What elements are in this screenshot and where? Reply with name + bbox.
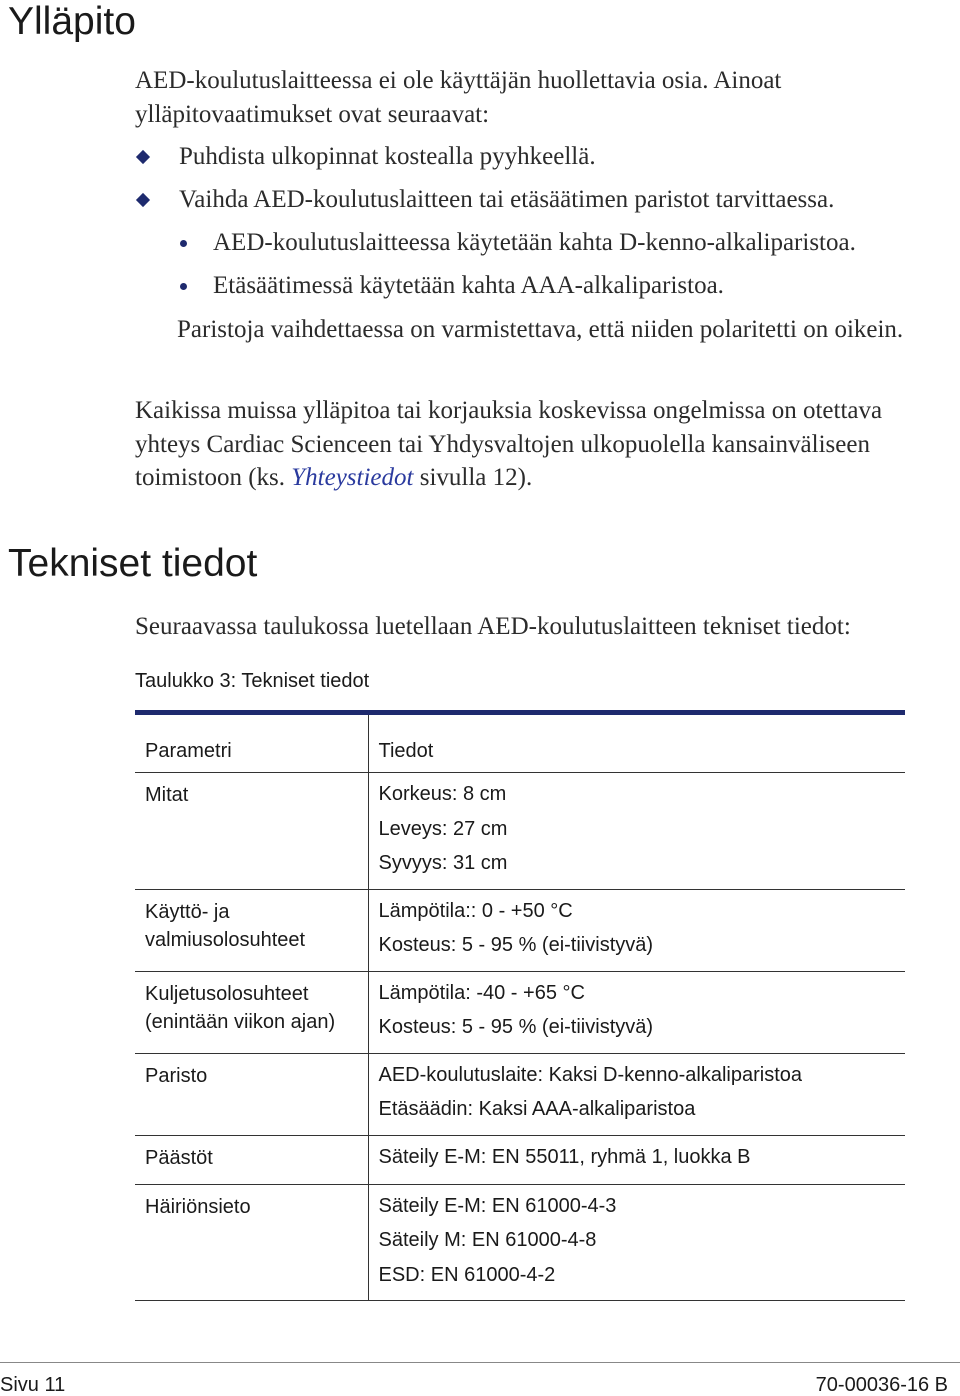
dot-bullet-icon [180,240,187,247]
section-title-specs: Tekniset tiedot [8,542,258,585]
details-text: Säteily E-M: EN 61000-4-3 [378,1194,617,1217]
parameter-text: (enintään viikon ajan) [145,1010,336,1033]
bullet-text: Puhdista ulkopinnat kostealla pyyhkeellä. [179,143,596,170]
parameter-cell [135,889,368,971]
diamond-bullet-icon [136,193,150,207]
details-text: Korkeus: 8 cm [378,783,507,805]
specs-table [135,710,905,1301]
sub-bullet-text: Etäsäätimessä käytetään kahta AAA-alkaliparistoa. [213,272,724,299]
sub-bullet-text: AED-koulutuslaitteessa käytetään kahta D-kenno-alkaliparistoa. [213,229,856,256]
table-row [135,1135,905,1184]
contact-link[interactable]: Yhteystiedot [291,464,414,491]
details-text: Kosteus: 5 - 95 % (ei-tiivistyvä) [378,934,654,956]
parameter-text: Käyttö- ja [145,900,230,923]
parameter-text: Paristo [145,1064,208,1087]
dot-bullet-icon [180,283,187,290]
table-caption: Taulukko 3: Tekniset tiedot [135,670,370,692]
parameter-text: Häiriönsieto [145,1195,251,1218]
bullet-text: Vaihda AED-koulutuslaitteen tai etäsäätimen paristot tarvittaessa. [179,186,835,213]
details-text: Kosteus: 5 - 95 % (ei-tiivistyvä) [378,1016,654,1038]
details-cell [368,971,905,1053]
maintenance-intro: AED-koulutuslaitteessa ei ole käyttäjän huollettavia osia. Ainoat ylläpitovaatimukset ovat seuraavat: [135,67,782,128]
diamond-bullet-icon [136,150,150,164]
parameter-cell [135,1135,368,1184]
parameter-text: Kuljetusolosuhteet [145,982,309,1005]
parameter-text: Mitat [145,784,189,806]
column-header-parameter: Parametri [145,740,232,762]
parameter-cell [135,1184,368,1301]
document-number: 70-00036-16 B [815,1374,948,1396]
details-text: Lämpötila: -40 - +65 °C [378,981,585,1004]
table-row [135,1184,905,1301]
details-cell [368,889,905,971]
contact-text-end: sivulla 12). [413,464,533,491]
contact-paragraph [135,394,925,495]
parameter-cell [135,971,368,1053]
details-text: Säteily M: EN 61000-4-8 [378,1229,597,1251]
parameter-text: Päästöt [145,1146,213,1169]
section-title-maintenance: Ylläpito [8,0,136,43]
details-cell [368,1053,905,1135]
table-row [135,773,905,890]
footer-divider [0,1362,960,1363]
polarity-note: Paristoja vaihdettaessa on varmistettava, että niiden polaritetti on oikein. [177,316,904,343]
sub-bullet-item [135,269,935,303]
details-text: Leveys: 27 cm [378,817,508,840]
column-header-details: Tiedot [368,713,905,773]
bullet-item [135,183,935,217]
details-cell [368,773,905,890]
sub-bullet-item [135,226,935,260]
bullet-item [135,140,935,174]
details-text: ESD: EN 61000-4-2 [378,1263,556,1286]
details-text: AED-koulutuslaite: Kaksi D-kenno-alkaliparistoa [378,1063,803,1086]
details-text: Syvyys: 31 cm [378,852,508,874]
details-text: Lämpötila:: 0 - +50 °C [378,899,573,922]
table-row [135,1053,905,1135]
details-cell [368,1135,905,1184]
table-row [135,889,905,971]
details-cell [368,1184,905,1301]
parameter-cell [135,773,368,890]
details-text: Etäsäädin: Kaksi AAA-alkaliparistoa [378,1098,696,1120]
page-number: Sivu 11 [0,1374,66,1396]
contact-text: Kaikissa muissa ylläpitoa tai korjauksia koskevissa ongelmissa on otettava yhteys Cardiac Scienceen tai Yhdysvaltojen ulkopuolella kansainväliseen toimistoon (ks. [135,397,883,491]
details-text: Säteily E-M: EN 55011, ryhmä 1, luokka B [378,1145,751,1168]
table-row [135,971,905,1053]
parameter-cell [135,1053,368,1135]
parameter-text: valmiusolosuhteet [145,928,306,951]
specs-intro: Seuraavassa taulukossa luetellaan AED-koulutuslaitteen tekniset tiedot: [135,613,851,640]
